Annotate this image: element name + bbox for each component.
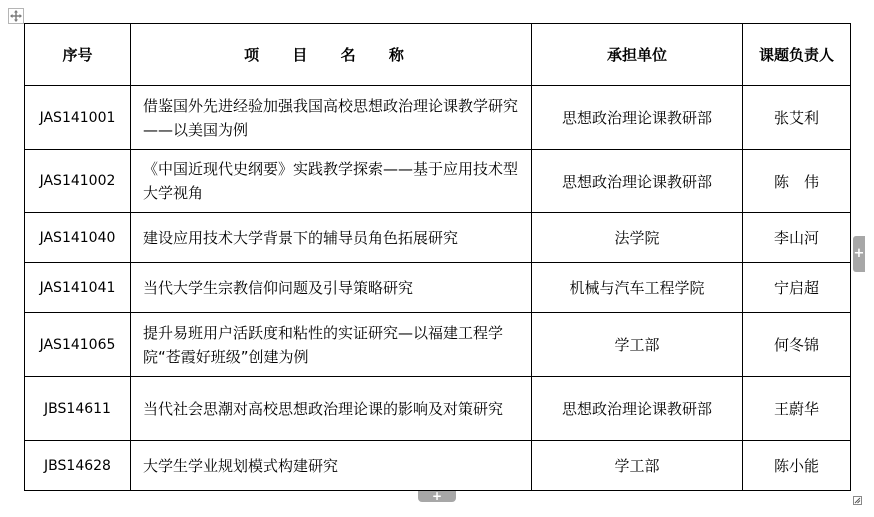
cell-owner: 李山河 (743, 213, 851, 263)
cell-unit: 思想政治理论课教研部 (532, 150, 743, 213)
table-row (25, 86, 851, 150)
table-move-handle-icon[interactable] (8, 8, 24, 24)
cell-code: JBS14611 (25, 377, 131, 441)
cell-code: JAS141040 (25, 213, 131, 263)
cell-code: JAS141065 (25, 313, 131, 377)
cell-unit: 学工部 (532, 313, 743, 377)
cell-unit: 法学院 (532, 213, 743, 263)
table-row (25, 441, 851, 491)
cell-code: JBS14628 (25, 441, 131, 491)
table-row (25, 150, 851, 213)
cell-unit: 思想政治理论课教研部 (532, 377, 743, 441)
cell-owner: 王蔚华 (743, 377, 851, 441)
cell-unit: 思想政治理论课教研部 (532, 86, 743, 150)
cell-title: 借鉴国外先进经验加强我国高校思想政治理论课教学研究——以美国为例 (131, 86, 532, 150)
header-unit: 承担单位 (532, 24, 743, 86)
cell-unit: 学工部 (532, 441, 743, 491)
add-column-button[interactable] (853, 236, 865, 272)
cell-title: 提升易班用户活跃度和粘性的实证研究—以福建工程学院“苍霞好班级”创建为例 (131, 313, 532, 377)
cell-owner: 张艾利 (743, 86, 851, 150)
cell-title: 《中国近现代史纲要》实践教学探索——基于应用技术型大学视角 (131, 150, 532, 213)
cell-title: 大学生学业规划模式构建研究 (131, 441, 532, 491)
cell-title: 当代大学生宗教信仰问题及引导策略研究 (131, 263, 532, 313)
plus-icon: + (853, 246, 865, 261)
header-owner: 课题负责人 (743, 24, 851, 86)
cell-title: 建设应用技术大学背景下的辅导员角色拓展研究 (131, 213, 532, 263)
header-title: 项 目 名 称 (131, 24, 532, 86)
cell-owner: 陈小能 (743, 441, 851, 491)
cell-title: 当代社会思潮对高校思想政治理论课的影响及对策研究 (131, 377, 532, 441)
table-row (25, 213, 851, 263)
cell-code: JAS141002 (25, 150, 131, 213)
cell-unit: 机械与汽车工程学院 (532, 263, 743, 313)
cell-code: JAS141041 (25, 263, 131, 313)
plus-icon: + (431, 489, 443, 503)
table-row (25, 263, 851, 313)
header-code: 序号 (25, 24, 131, 86)
table-resize-handle-icon[interactable] (853, 490, 862, 499)
header-row (25, 24, 851, 86)
table-row (25, 377, 851, 441)
table-row (25, 313, 851, 377)
project-table (24, 23, 851, 491)
cell-owner: 何冬锦 (743, 313, 851, 377)
cell-owner: 陈 伟 (743, 150, 851, 213)
cell-owner: 宁启超 (743, 263, 851, 313)
add-row-button[interactable] (418, 491, 456, 502)
cell-code: JAS141001 (25, 86, 131, 150)
